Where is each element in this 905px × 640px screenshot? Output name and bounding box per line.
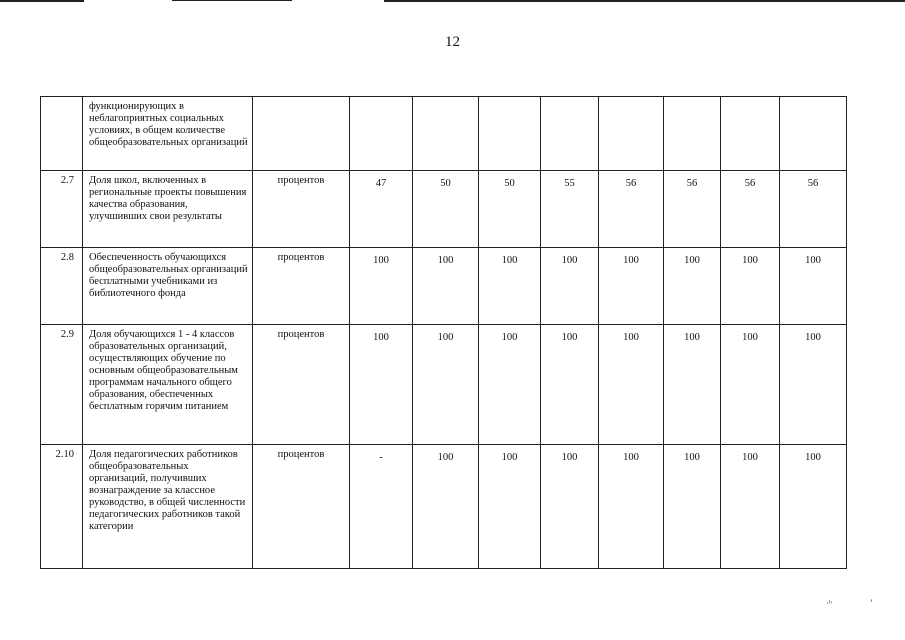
indicator-description: Доля обучающихся 1 - 4 классов образовательных организаций, осуществляющих обучение по основным общеобразовательным программам начального общего образования, обеспеченных бесплатным горячим питанием bbox=[83, 325, 253, 445]
value-cell: 100 bbox=[721, 325, 780, 445]
value-cell bbox=[780, 97, 847, 171]
unit-cell: процентов bbox=[253, 171, 350, 248]
value-cell: 56 bbox=[599, 171, 664, 248]
value-cell: 100 bbox=[780, 325, 847, 445]
value-cell: 100 bbox=[350, 325, 413, 445]
value-cell: 55 bbox=[541, 171, 599, 248]
scan-artifact-line bbox=[384, 0, 905, 2]
value-cell: 100 bbox=[599, 325, 664, 445]
value-cell: 56 bbox=[721, 171, 780, 248]
value-cell: 100 bbox=[664, 248, 721, 325]
table-row bbox=[41, 445, 847, 569]
indicator-description: Обеспеченность обучающихся общеобразовательных организаций бесплатными учебниками из библиотечного фонда bbox=[83, 248, 253, 325]
value-cell bbox=[721, 97, 780, 171]
unit-cell: процентов bbox=[253, 445, 350, 569]
row-number: 2.7 bbox=[41, 171, 83, 248]
value-cell bbox=[599, 97, 664, 171]
table-row bbox=[41, 97, 847, 171]
value-cell: - bbox=[350, 445, 413, 569]
value-cell: 50 bbox=[413, 171, 479, 248]
value-cell bbox=[541, 97, 599, 171]
unit-cell bbox=[253, 97, 350, 171]
unit-cell: процентов bbox=[253, 248, 350, 325]
row-number bbox=[41, 97, 83, 171]
indicator-description: функционирующих в неблагоприятных социальных условиях, в общем количестве общеобразовательных организаций bbox=[83, 97, 253, 171]
value-cell: 100 bbox=[413, 325, 479, 445]
table-row bbox=[41, 325, 847, 445]
table-row bbox=[41, 248, 847, 325]
scan-artifact-line bbox=[0, 0, 84, 2]
value-cell: 100 bbox=[599, 445, 664, 569]
value-cell: 100 bbox=[479, 248, 541, 325]
row-number: 2.9 bbox=[41, 325, 83, 445]
value-cell: 100 bbox=[780, 248, 847, 325]
value-cell: 100 bbox=[721, 248, 780, 325]
value-cell: 100 bbox=[599, 248, 664, 325]
page-number: 12 bbox=[445, 34, 460, 50]
value-cell: 56 bbox=[664, 171, 721, 248]
scan-speck-marks: ʼ bbox=[870, 598, 873, 608]
indicator-description: Доля педагогических работников общеобразовательных организаций, получивших вознаграждение за классное руководство, в общей численности педагогических работников такой категории bbox=[83, 445, 253, 569]
table-row bbox=[41, 171, 847, 248]
value-cell: 50 bbox=[479, 171, 541, 248]
value-cell: 100 bbox=[541, 325, 599, 445]
value-cell: 100 bbox=[721, 445, 780, 569]
value-cell: 100 bbox=[479, 445, 541, 569]
value-cell: 100 bbox=[479, 325, 541, 445]
value-cell: 100 bbox=[780, 445, 847, 569]
value-cell bbox=[413, 97, 479, 171]
value-cell: 47 bbox=[350, 171, 413, 248]
value-cell: 56 bbox=[780, 171, 847, 248]
indicator-description: Доля школ, включенных в региональные проекты повышения качества образования, улучшивших свои результаты bbox=[83, 171, 253, 248]
value-cell: 100 bbox=[541, 248, 599, 325]
value-cell: 100 bbox=[541, 445, 599, 569]
value-cell: 100 bbox=[664, 445, 721, 569]
value-cell: 100 bbox=[350, 248, 413, 325]
unit-cell: процентов bbox=[253, 325, 350, 445]
value-cell bbox=[664, 97, 721, 171]
row-number: 2.10 bbox=[41, 445, 83, 569]
scan-speck-marks: ·ᵇ bbox=[826, 598, 832, 608]
value-cell: 100 bbox=[413, 445, 479, 569]
indicators-table bbox=[40, 96, 847, 569]
value-cell bbox=[350, 97, 413, 171]
row-number: 2.8 bbox=[41, 248, 83, 325]
value-cell bbox=[479, 97, 541, 171]
scan-artifact-line bbox=[172, 0, 292, 1]
value-cell: 100 bbox=[413, 248, 479, 325]
value-cell: 100 bbox=[664, 325, 721, 445]
